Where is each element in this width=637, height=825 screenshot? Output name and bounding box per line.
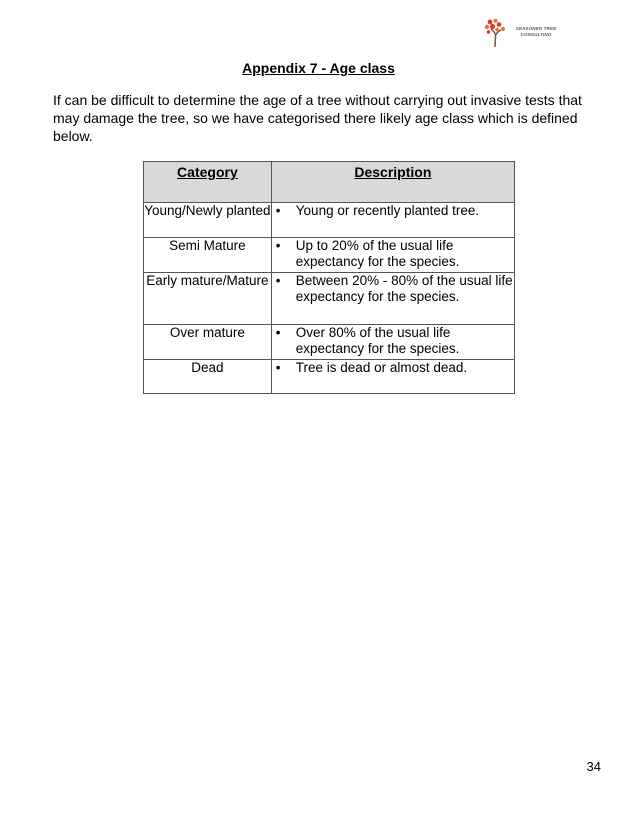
category-cell: Dead	[144, 360, 272, 394]
logo-text	[508, 26, 564, 38]
age-class-table	[143, 161, 515, 394]
category-cell: Young/Newly planted	[144, 203, 272, 238]
intro-paragraph: If can be difficult to determine the age of a tree without carrying out invasive tests that may damage the tree, so we have categorised there likely age class which is defined below.	[53, 92, 582, 144]
logo-line: SEASONED TREE	[515, 26, 557, 31]
table-row	[144, 238, 515, 273]
bullet-icon: •	[275, 360, 281, 375]
description-text: Up to 20% of the usual life expectancy for the species.	[295, 238, 460, 269]
description-cell	[271, 273, 514, 325]
logo-line: CONSULTING	[520, 32, 552, 37]
description-cell	[271, 238, 514, 273]
description-cell	[271, 360, 514, 394]
table-row	[144, 203, 515, 238]
description-cell	[271, 325, 514, 360]
bullet-icon: •	[275, 273, 281, 288]
description-text: Young or recently planted tree.	[295, 203, 480, 218]
category-cell: Over mature	[144, 325, 272, 360]
category-cell: Semi Mature	[144, 238, 272, 273]
table-row	[144, 360, 515, 394]
tree-logo-icon	[483, 18, 509, 48]
table-row	[144, 273, 515, 325]
bullet-icon: •	[275, 203, 281, 218]
description-text: Tree is dead or almost dead.	[295, 360, 468, 375]
table-row	[144, 325, 515, 360]
column-header-description: Description	[271, 162, 514, 203]
description-cell	[271, 203, 514, 238]
description-text: Between 20% - 80% of the usual life expectancy for the species.	[295, 273, 513, 304]
description-text: Over 80% of the usual life expectancy for the species.	[295, 325, 460, 356]
table-header-row	[144, 162, 515, 203]
column-header-category: Category	[144, 162, 272, 203]
bullet-icon: •	[275, 325, 281, 340]
page-number: 34	[586, 759, 601, 774]
company-logo	[483, 18, 563, 48]
page-title: Appendix 7 - Age class	[242, 60, 395, 76]
bullet-icon: •	[275, 238, 281, 253]
category-cell: Early mature/Mature	[144, 273, 272, 325]
